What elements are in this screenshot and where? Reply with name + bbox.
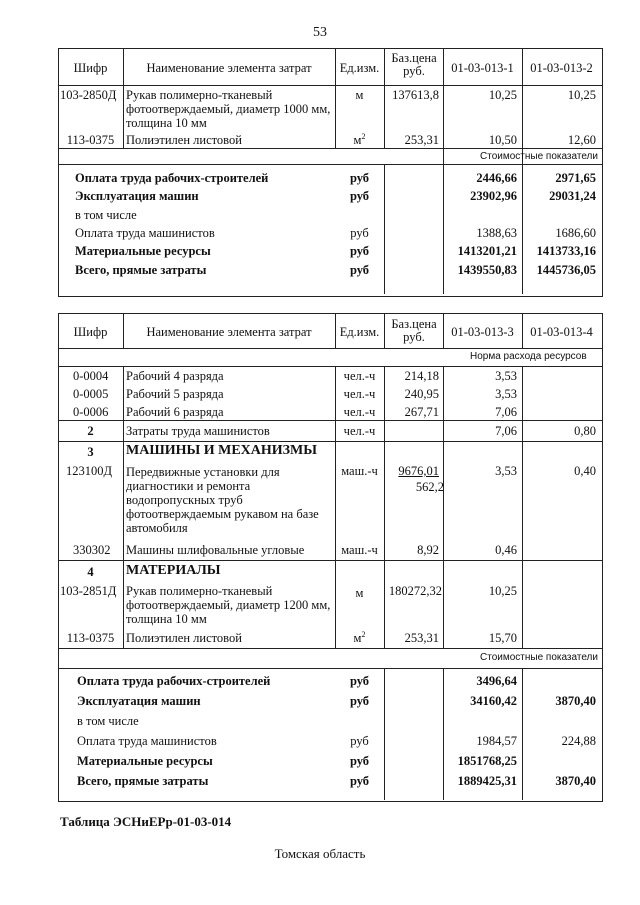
table-row-code: 123100Д xyxy=(66,464,113,478)
table-row-name: Затраты труда машинистов xyxy=(126,424,270,438)
header-code: Шифр xyxy=(73,61,108,75)
table-row-code: 103-2851Д xyxy=(60,584,117,598)
summary-col-a: 1439550,83 xyxy=(457,263,517,277)
section-label: Стоимостные показатели xyxy=(480,652,598,663)
table-row-col-b: 12,60 xyxy=(567,133,596,147)
summary-col-b: 3870,40 xyxy=(555,774,596,788)
header-col-a: 01-03-013-1 xyxy=(451,61,514,75)
summary-col-a: 1984,57 xyxy=(476,734,517,748)
summary-col-b: 1413733,16 xyxy=(536,244,596,258)
table-row-col-a: 10,25 xyxy=(488,584,517,598)
table-row-unit: чел.-ч xyxy=(343,424,376,438)
table-row-unit: м xyxy=(355,88,364,102)
table-row-name: Полиэтилен листовой xyxy=(126,133,242,147)
summary-col-a: 2446,66 xyxy=(476,171,517,185)
summary-col-b: 29031,24 xyxy=(549,189,596,203)
table-row-price: 267,71 xyxy=(404,405,439,419)
summary-unit: руб xyxy=(349,244,370,258)
table-row-col-b: 0,40 xyxy=(574,464,596,478)
table-row-name: Рабочий 5 разряда xyxy=(126,387,224,401)
table-row-price: 253,31 xyxy=(404,631,439,645)
summary-unit: руб xyxy=(350,734,369,748)
table-row-name: Передвижные установки для диагностики и ремонта водопропускных труб фотоотверждаемым рукавом на базе автомобиля xyxy=(126,465,319,535)
table-row-unit: $м^2$ xyxy=(353,629,366,645)
table-row-unit: чел.-ч xyxy=(343,369,376,383)
table-row-col-a: 7,06 xyxy=(495,405,517,419)
table-row-code: 2 xyxy=(87,424,94,438)
table-row-code: 113-0375 xyxy=(66,631,115,645)
header-col-b: 01-03-013-4 xyxy=(530,325,593,339)
table-row-unit: чел.-ч xyxy=(343,405,376,419)
table-row-name: Рукав полимерно-тканевый фотоотверждаемый, диаметр 1000 мм, толщина 10 мм xyxy=(126,88,331,130)
table-row-col-a: 15,70 xyxy=(488,631,517,645)
section-title: МАШИНЫ И МЕХАНИЗМЫ xyxy=(126,443,318,458)
summary-label: Оплата труда машинистов xyxy=(75,226,215,240)
table-row-unit: маш.-ч xyxy=(341,464,378,478)
table-row-price: 240,95 xyxy=(404,387,439,401)
table-row-code: 0-0004 xyxy=(73,369,109,383)
table-row-col-a: 7,06 xyxy=(495,424,517,438)
table-row-code: 103-2850Д xyxy=(60,88,117,102)
norm-label: Норма расхода ресурсов xyxy=(470,351,587,362)
summary-unit: руб xyxy=(350,226,369,240)
table-row-price: 214,18 xyxy=(404,369,439,383)
summary-unit: руб xyxy=(349,674,370,688)
summary-col-a: 1413201,21 xyxy=(457,244,517,258)
header-base-price: Баз.цена руб. xyxy=(391,317,437,344)
summary-unit: руб xyxy=(349,754,370,768)
table-row-price: 9676,01 xyxy=(398,464,439,478)
table-row-name: Рабочий 6 разряда xyxy=(126,405,224,419)
header-base-price: Баз.цена руб. xyxy=(391,51,437,78)
summary-unit: руб xyxy=(349,694,370,708)
header-name: Наименование элемента затрат xyxy=(146,61,312,75)
table-row-col-a: 10,50 xyxy=(488,133,517,147)
summary-label: Эксплуатация машин xyxy=(77,694,201,708)
header-name: Наименование элемента затрат xyxy=(146,325,312,339)
table-row-name: Рабочий 4 разряда xyxy=(126,369,224,383)
summary-col-a: 34160,42 xyxy=(470,694,517,708)
summary-unit: руб xyxy=(349,171,370,185)
table-row-name: Машины шлифовальные угловые xyxy=(126,543,305,557)
table-caption: Таблица ЭСНиЕРр-01-03-014 xyxy=(60,814,232,829)
header-col-a: 01-03-013-3 xyxy=(451,325,514,339)
summary-label: Оплата труда рабочих-строителей xyxy=(77,674,271,688)
page-number: 53 xyxy=(313,25,327,40)
section-code: 3 xyxy=(87,445,94,459)
header-unit: Ед.изм. xyxy=(339,61,380,75)
summary-label: Оплата труда рабочих-строителей xyxy=(75,171,269,185)
summary-label: Материальные ресурсы xyxy=(77,754,213,768)
section-label: Стоимостные показатели xyxy=(480,151,598,162)
table-row-price: 137613,8 xyxy=(392,88,439,102)
table-row-unit: маш.-ч xyxy=(341,543,378,557)
summary-col-b: 224,88 xyxy=(561,734,596,748)
table-row-col-a: 0,46 xyxy=(495,543,517,557)
table-row-code: 330302 xyxy=(73,543,111,557)
summary-label: Материальные ресурсы xyxy=(75,244,211,258)
summary-col-a: 23902,96 xyxy=(470,189,517,203)
header-col-b: 01-03-013-2 xyxy=(530,61,593,75)
header-unit: Ед.изм. xyxy=(339,325,380,339)
summary-unit: руб xyxy=(349,189,370,203)
summary-col-a: 1889425,31 xyxy=(457,774,517,788)
table-row-name: Рукав полимерно-тканевый фотоотверждаемый, диаметр 1200 мм, толщина 10 мм xyxy=(126,584,331,626)
table-row-price: 180272,32 xyxy=(388,584,442,598)
table-row-code: 0-0005 xyxy=(73,387,109,401)
header-code: Шифр xyxy=(73,325,108,339)
table-row-price: 8,92 xyxy=(417,543,439,557)
summary-unit: руб xyxy=(349,774,370,788)
summary-label: в том числе xyxy=(77,714,139,728)
table-row-code: 0-0006 xyxy=(73,405,109,419)
summary-unit: руб xyxy=(349,263,370,277)
summary-label: Всего, прямые затраты xyxy=(75,263,207,277)
summary-label: Всего, прямые затраты xyxy=(77,774,209,788)
table-row-price-2: 562,2 xyxy=(415,480,444,494)
table-row-name: Полиэтилен листовой xyxy=(126,631,242,645)
table-row-unit: чел.-ч xyxy=(343,387,376,401)
summary-col-b: 1686,60 xyxy=(555,226,596,240)
table-row-col-a: 3,53 xyxy=(495,464,517,478)
table-row-col-b: 10,25 xyxy=(567,88,596,102)
section-code: 4 xyxy=(87,565,94,579)
summary-col-b: 1445736,05 xyxy=(536,263,596,277)
table-row-code: 113-0375 xyxy=(66,133,115,147)
table-row-unit: $м^2$ xyxy=(353,131,366,147)
summary-col-a: 1851768,25 xyxy=(457,754,517,768)
section-title: МАТЕРИАЛЫ xyxy=(126,563,221,578)
table-row-unit: м xyxy=(355,586,364,600)
page-footer: Томская область xyxy=(274,846,366,861)
summary-col-a: 1388,63 xyxy=(476,226,517,240)
summary-col-b: 3870,40 xyxy=(555,694,596,708)
table-row-price: 253,31 xyxy=(404,133,439,147)
table-row-col-a: 3,53 xyxy=(495,387,517,401)
summary-label: Оплата труда машинистов xyxy=(77,734,217,748)
summary-col-b: 2971,65 xyxy=(555,171,596,185)
summary-label: Эксплуатация машин xyxy=(75,189,199,203)
summary-col-a: 3496,64 xyxy=(476,674,517,688)
table-row-col-a: 10,25 xyxy=(488,88,517,102)
table-row-col-a: 3,53 xyxy=(495,369,517,383)
table-row-col-b: 0,80 xyxy=(574,424,596,438)
summary-label: в том числе xyxy=(75,208,137,222)
